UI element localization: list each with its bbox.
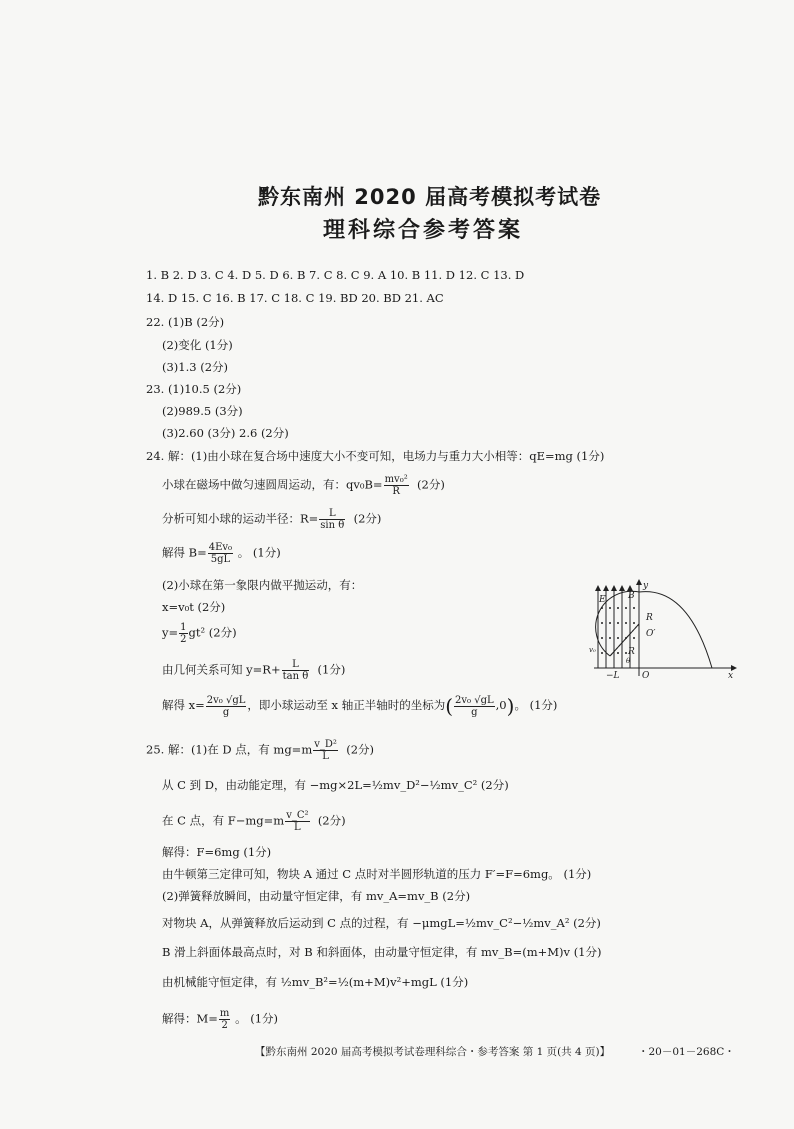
q23-head: 23. (1)10.5 (2分): [146, 382, 242, 396]
fig-label-R-low: R: [628, 647, 635, 657]
q25-line1: 25. 解：(1)在 D 点，有 mg=m $\frac{\text{v\_D²}}{L}$ (2分): [146, 739, 375, 762]
mc-answers-row2: 14. D 15. C 16. B 17. C 18. C 19. BD 20. BD 21. AC: [146, 291, 444, 305]
title-line2: 理科综合参考答案: [323, 218, 524, 243]
fig-label-O: O: [642, 671, 650, 680]
title-line1: 黔东南州 2020 届高考模拟考试卷: [258, 185, 602, 209]
fig-label-E: E: [599, 595, 606, 605]
q22-head: 22. (1)B (2分): [146, 315, 225, 329]
q22-part2: (2)变化 (1分): [162, 338, 233, 352]
fig-label-v0: v₀: [589, 646, 596, 654]
fig-label-B: B: [628, 591, 635, 601]
q25-line2: 从 C 到 D，由动能定理，有 −mg×2L=½mv_D²−½mv_C² (2分): [162, 778, 509, 792]
fig-label-minus-L: −L: [606, 671, 620, 680]
q25-line4: 解得：F=6mg (1分): [162, 845, 272, 859]
q24-line8: 由几何关系可知 y=R+ $\frac{L}{\text{tan θ}}$ (1分): [162, 659, 346, 682]
q24-line6: x=v₀t (2分): [162, 600, 226, 614]
q24-line5: (2)小球在第一象限内做平抛运动，有：: [162, 578, 363, 592]
fig-label-x: x: [728, 671, 734, 680]
footer-code: ・20－01－268C・: [638, 1046, 735, 1058]
footer-page-info: 【黔东南州 2020 届高考模拟考试卷理科综合・参考答案 第 1 页(共 4 页)】: [255, 1046, 611, 1058]
fig-label-theta: θ: [626, 657, 631, 665]
q25-line10: 解得：M= $\frac{m}{2}$ 。 (1分): [162, 1008, 279, 1031]
q24-line1: 24. 解：(1)由小球在复合场中速度大小不变可知，电场力与重力大小相等：qE=mg (1分): [146, 449, 605, 463]
q25-line6: (2)弹簧释放瞬间，由动量守恒定律，有 mv_A=mv_B (2分): [162, 889, 471, 903]
q24-field-diagram: [588, 578, 738, 680]
fig-label-O-prime: O′: [646, 629, 656, 639]
q24-line9: 解得 x= $\frac{\text{2v₀ √gL}}{g}$ ，即小球运动至 x 轴正半轴时的坐标为( $\frac{\text{2v₀ √gL}}{g}$ ,0)。 (1分): [162, 694, 558, 718]
q25-line9: 由机械能守恒定律，有 ½mv_B²=½(m+M)v²+mgL (1分): [162, 975, 469, 989]
fig-label-R-top: R: [646, 613, 653, 623]
q25-line3: 在 C 点，有 F−mg=m $\frac{\text{v\_C²}}{L}$ (2分): [162, 810, 346, 833]
q22-part3: (3)1.3 (2分): [162, 360, 229, 374]
q25-line8: B 滑上斜面体最高点时，对 B 和斜面体，由动量守恒定律，有 mv_B=(m+M)v (1分): [162, 945, 602, 959]
q25-line7: 对物块 A，从弹簧释放后运动到 C 点的过程，有 −μmgL=½mv_C²−½mv_A² (2分): [162, 916, 601, 930]
q24-line2: 小球在磁场中做匀速圆周运动，有：qv₀B= $\frac{\text{mv₀²}}{R}$ (2分): [162, 474, 445, 497]
q24-line4: 解得 B= $\frac{\text{4Ev₀}}{5gL}$ 。 (1分): [162, 542, 281, 565]
mc-answers-row1: 1. B 2. D 3. C 4. D 5. D 6. B 7. C 8. C 9. A 10. B 11. D 12. C 13. D: [146, 268, 525, 282]
q23-part2: (2)989.5 (3分): [162, 404, 243, 418]
q24-line3: 分析可知小球的运动半径：R= $\frac{L}{\text{sin θ}}$ (2分): [162, 508, 382, 531]
q23-part3: (3)2.60 (3分) 2.6 (2分): [162, 426, 289, 440]
q24-line7: y= $\frac{1}{2}$ gt² (2分): [162, 622, 237, 645]
fig-label-y: y: [643, 581, 649, 591]
q25-line5: 由牛顿第三定律可知，物块 A 通过 C 点时对半圆形轨道的压力 F′=F=6mg。 (1分): [162, 867, 592, 881]
